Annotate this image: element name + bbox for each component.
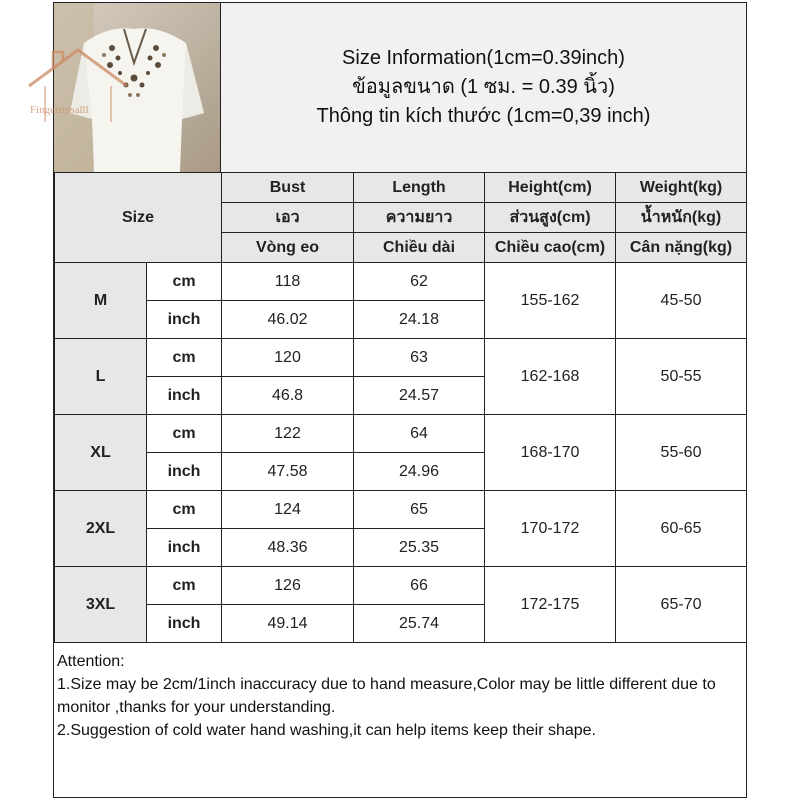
title-english: Size Information(1cm=0.39inch) [342, 47, 625, 69]
weight-range: 50-55 [616, 339, 747, 415]
unit-inch: inch [147, 377, 222, 415]
header-title-area [221, 3, 746, 172]
length-inch: 25.35 [354, 529, 485, 567]
bust-inch: 46.8 [222, 377, 354, 415]
col-length-th: ความยาว [354, 203, 485, 233]
col-weight-vi: Cân nặng(kg) [616, 233, 747, 263]
unit-cm: cm [147, 339, 222, 377]
shop-watermark: Fingertipsalll [30, 104, 89, 116]
product-photo [54, 3, 221, 172]
table-row [55, 415, 747, 453]
bust-cm: 120 [222, 339, 354, 377]
col-bust-vi: Vòng eo [222, 233, 354, 263]
weight-range: 65-70 [616, 567, 747, 643]
size-table [54, 172, 747, 643]
attention-note-2: 2.Suggestion of cold water hand washing,it can help items keep their shape. [57, 722, 596, 739]
unit-cm: cm [147, 263, 222, 301]
unit-inch: inch [147, 453, 222, 491]
height-range: 155-162 [485, 263, 616, 339]
length-inch: 24.57 [354, 377, 485, 415]
col-length-en: Length [354, 173, 485, 203]
unit-cm: cm [147, 491, 222, 529]
chart-header [54, 3, 746, 172]
length-inch: 24.96 [354, 453, 485, 491]
bust-cm: 118 [222, 263, 354, 301]
unit-cm: cm [147, 567, 222, 605]
size-label: L [55, 339, 147, 415]
length-cm: 63 [354, 339, 485, 377]
size-header: Size [55, 173, 222, 263]
bust-cm: 126 [222, 567, 354, 605]
col-weight-en: Weight(kg) [616, 173, 747, 203]
length-cm: 62 [354, 263, 485, 301]
length-inch: 24.18 [354, 301, 485, 339]
weight-range: 55-60 [616, 415, 747, 491]
height-range: 170-172 [485, 491, 616, 567]
size-label: 3XL [55, 567, 147, 643]
blouse-image [54, 3, 221, 172]
unit-inch: inch [147, 301, 222, 339]
size-label: 2XL [55, 491, 147, 567]
length-cm: 66 [354, 567, 485, 605]
weight-range: 45-50 [616, 263, 747, 339]
col-height-th: ส่วนสูง(cm) [485, 203, 616, 233]
col-weight-th: น้ำหนัก(kg) [616, 203, 747, 233]
height-range: 168-170 [485, 415, 616, 491]
length-cm: 65 [354, 491, 485, 529]
bust-cm: 124 [222, 491, 354, 529]
col-bust-en: Bust [222, 173, 354, 203]
length-inch: 25.74 [354, 605, 485, 643]
col-length-vi: Chiều dài [354, 233, 485, 263]
title-vietnamese: Thông tin kích thước (1cm=0,39 inch) [316, 105, 651, 127]
unit-inch: inch [147, 529, 222, 567]
bust-inch: 48.36 [222, 529, 354, 567]
length-cm: 64 [354, 415, 485, 453]
table-row [55, 491, 747, 529]
height-range: 172-175 [485, 567, 616, 643]
table-row [55, 263, 747, 301]
bust-inch: 49.14 [222, 605, 354, 643]
size-label: XL [55, 415, 147, 491]
table-row [55, 567, 747, 605]
title-thai: ข้อมูลขนาด (1 ซม. = 0.39 นิ้ว) [352, 76, 615, 98]
attention-heading: Attention: [57, 653, 125, 670]
bust-inch: 46.02 [222, 301, 354, 339]
attention-notes [54, 646, 746, 742]
size-label: M [55, 263, 147, 339]
col-height-vi: Chiều cao(cm) [485, 233, 616, 263]
table-row [55, 339, 747, 377]
col-bust-th: เอว [222, 203, 354, 233]
attention-note-1: 1.Size may be 2cm/1inch inaccuracy due to hand measure,Color may be little different due to monitor ,thanks for your understanding. [57, 676, 716, 716]
bust-inch: 47.58 [222, 453, 354, 491]
size-chart [53, 2, 747, 798]
unit-inch: inch [147, 605, 222, 643]
unit-cm: cm [147, 415, 222, 453]
weight-range: 60-65 [616, 491, 747, 567]
height-range: 162-168 [485, 339, 616, 415]
col-height-en: Height(cm) [485, 173, 616, 203]
bust-cm: 122 [222, 415, 354, 453]
